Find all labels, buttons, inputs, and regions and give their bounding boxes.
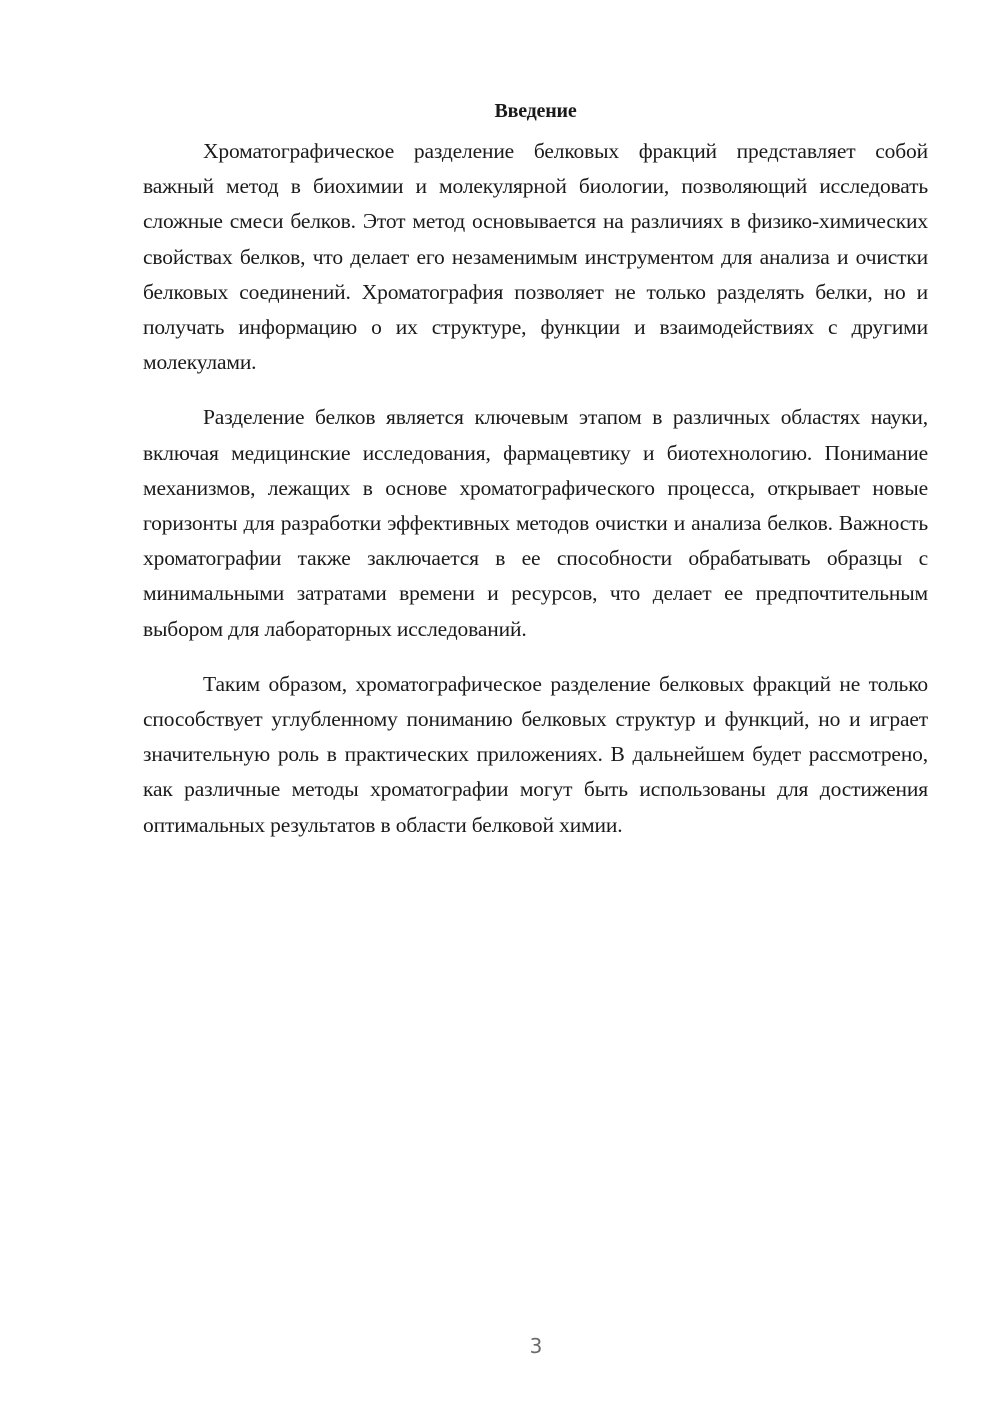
- section-heading: Введение: [494, 100, 577, 122]
- page-content: [143, 96, 928, 843]
- paragraph-3: Таким образом, хроматографическое разделение белковых фракций не только способствует углубленному пониманию белковых структур и функций, но и играет значительную роль в практических приложениях. В дальнейшем будет рассмотрено, как различные методы хроматографии могут быть использованы для достижения оптимальных результатов в области белковой химии.: [143, 671, 928, 837]
- paragraph-1: Хроматографическое разделение белковых фракций представляет собой важный метод в биохимии и молекулярной биологии, позволяющий исследовать сложные смеси белков. Этот метод основывается на различиях в физико-химических свойствах белков, что делает его незаменимым инструментом для анализа и очистки белковых соединений. Хроматография позволяет не только разделять белки, но и получать информацию о их структуре, функции и взаимодействиях с другими молекулами.: [143, 139, 928, 375]
- paragraph-2: Разделение белков является ключевым этапом в различных областях науки, включая медицинские исследования, фармацевтику и биотехнологию. Понимание механизмов, лежащих в основе хроматографического процесса, открывает новые горизонты для разработки эффективных методов очистки и анализа белков. Важность хроматографии также заключается в ее способности обрабатывать образцы с минимальными затратами времени и ресурсов, что делает ее предпочтительным выбором для лабораторных исследований.: [143, 405, 928, 641]
- page-number: 3: [529, 1334, 543, 1358]
